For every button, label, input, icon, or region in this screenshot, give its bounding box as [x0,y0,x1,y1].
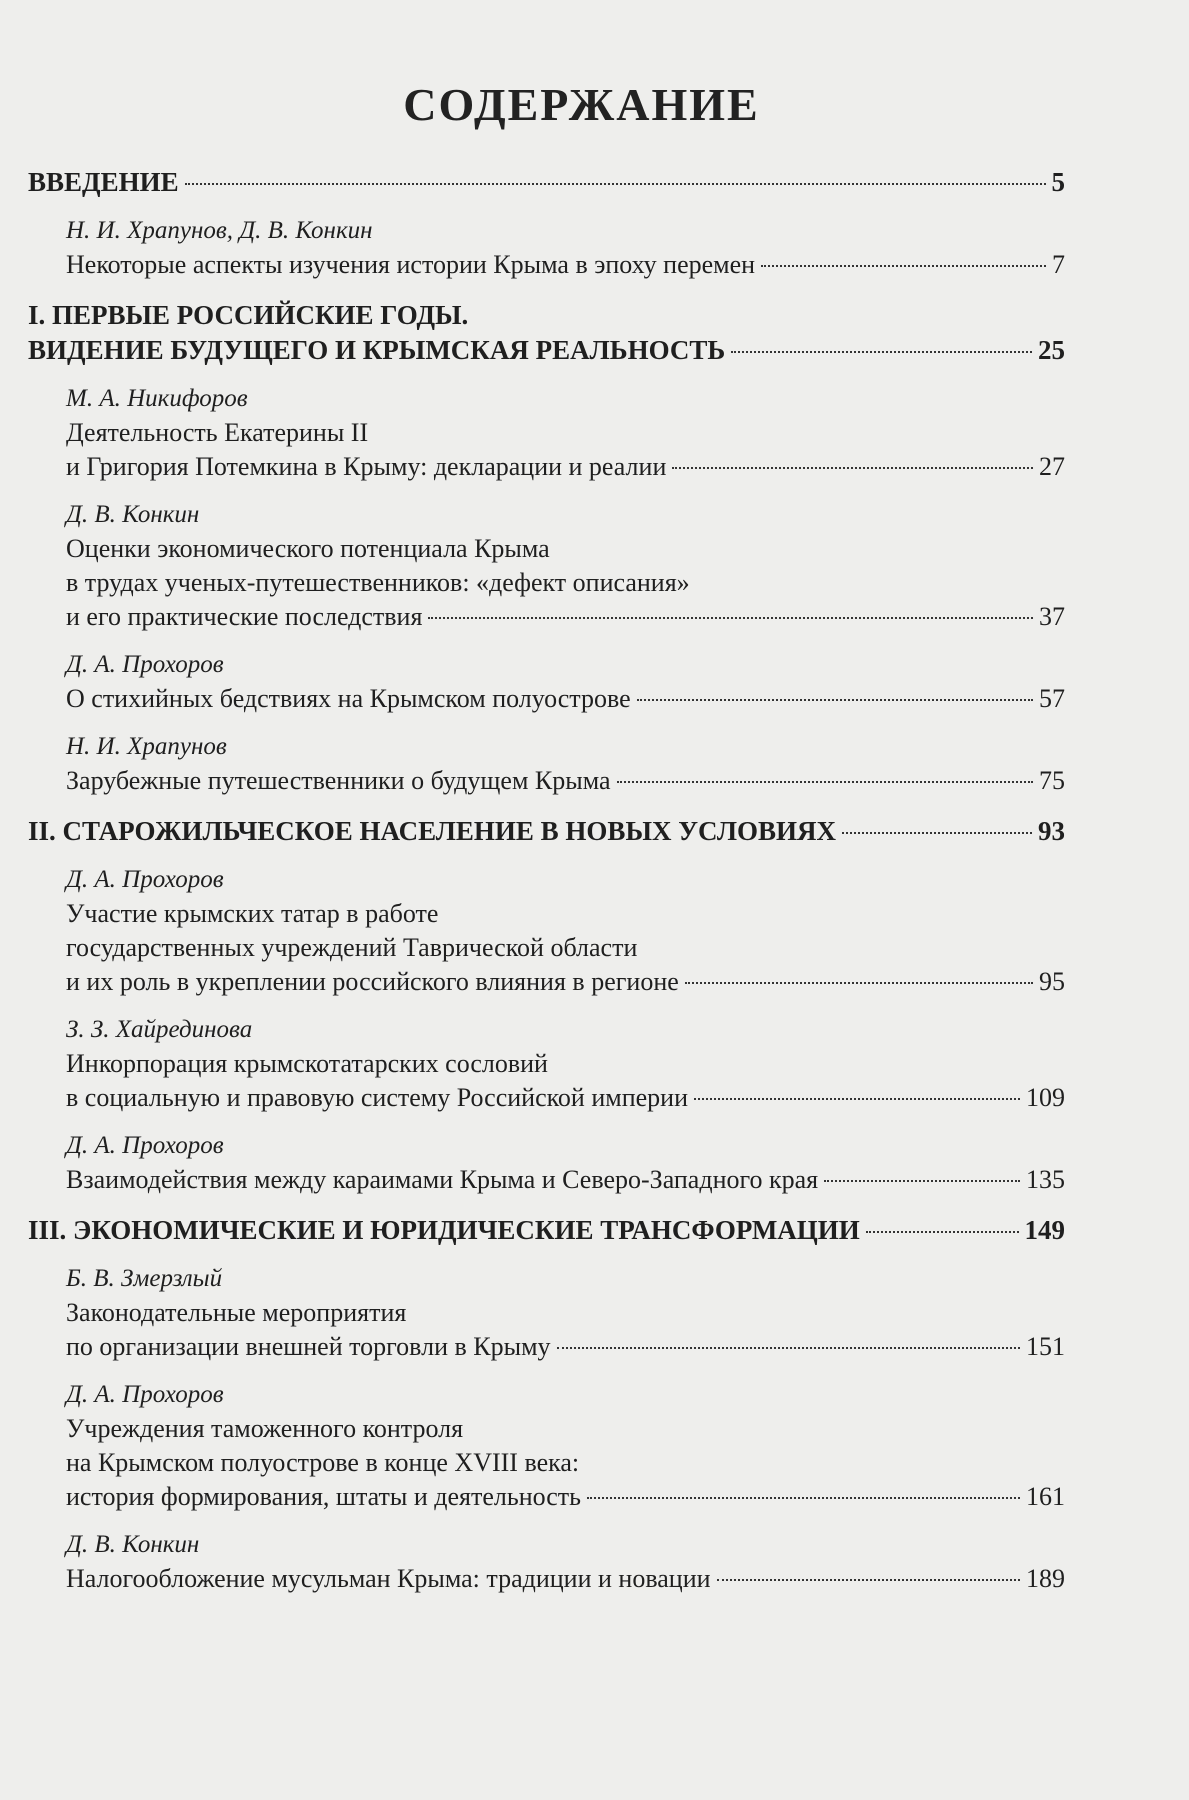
dot-leader [637,699,1033,701]
entry-author: Д. А. Прохоров [66,866,224,893]
dot-leader [866,1231,1019,1233]
page-number: 135 [1026,1165,1065,1194]
toc-entry [28,1013,1065,1115]
entry-title-text: Налогообложение мусульман Крыма: традиции и новации [66,1564,711,1593]
page-number: 57 [1039,684,1065,713]
entry-title-line: на Крымском полуострове в конце XVIII века: [66,1448,580,1477]
entry-author: З. З. Хайрединова [66,1016,253,1043]
page-number: 25 [1038,335,1065,365]
page-number: 27 [1039,452,1065,481]
page-number: 37 [1039,602,1065,631]
entry-title-text: и их роль в укреплении российского влияния в регионе [66,967,679,996]
entry-title[interactable] [66,1330,1065,1364]
toc-section [28,165,1065,282]
dot-leader [672,467,1033,469]
toc-entry [28,1378,1065,1514]
entry-author: Д. В. Конкин [66,1531,200,1558]
entry-title[interactable] [66,1081,1065,1115]
toc-entry [28,1262,1065,1364]
toc-entry [28,382,1065,484]
page-number: 161 [1026,1482,1065,1511]
toc-section [28,1213,1065,1596]
page-number: 75 [1039,766,1065,795]
page-number: 7 [1052,250,1065,279]
entry-author: Д. В. Конкин [66,501,200,528]
entry-title-line: государственных учреждений Таврической области [66,933,638,962]
entry-title[interactable] [66,248,1065,282]
page-number: 189 [1026,1564,1065,1593]
entry-title[interactable] [66,764,1065,798]
section-heading-text: II. СТАРОЖИЛЬЧЕСКОЕ НАСЕЛЕНИЕ В НОВЫХ УСЛОВИЯХ [28,816,836,846]
entry-title[interactable] [66,1163,1065,1197]
entry-author: М. А. Никифоров [66,385,248,412]
section-heading-line: I. ПЕРВЫЕ РОССИЙСКИЕ ГОДЫ. [28,300,469,330]
toc-entry [28,214,1065,282]
toc-entry [28,498,1065,634]
dot-leader [842,832,1032,834]
entry-title[interactable] [66,600,1065,634]
section-heading-text: ВИДЕНИЕ БУДУЩЕГО И КРЫМСКАЯ РЕАЛЬНОСТЬ [28,335,726,365]
dot-leader [717,1579,1020,1581]
dot-leader [428,617,1033,619]
section-heading[interactable] [28,814,1065,849]
dot-leader [761,265,1046,267]
entry-author: Д. А. Прохоров [66,1381,224,1408]
dot-leader [824,1180,1020,1182]
entry-title-line: Деятельность Екатерины II [66,418,369,447]
toc-entry [28,1129,1065,1197]
entry-title-text: Взаимодействия между караимами Крыма и Северо-Западного края [66,1165,819,1194]
section-heading[interactable] [28,1213,1065,1248]
page-number: 95 [1039,967,1065,996]
dot-leader [185,183,1046,185]
dot-leader [587,1497,1020,1499]
entry-title-text: история формирования, штаты и деятельность [66,1482,582,1511]
page-number: 151 [1026,1332,1065,1361]
entry-title-line: Участие крымских татар в работе [66,899,439,928]
toc-section [28,298,1065,798]
section-heading[interactable] [28,333,1065,368]
toc-entry [28,730,1065,798]
section-heading-text: ВВЕДЕНИЕ [28,167,179,197]
entry-author: Д. А. Прохоров [66,1132,224,1159]
page-number: 149 [1024,1215,1065,1245]
entry-title[interactable] [66,965,1065,999]
toc-list [28,165,1065,1596]
entry-title-line: Законодательные мероприятия [66,1298,407,1327]
entry-title-text: и его практические последствия [66,602,423,631]
entry-title[interactable] [66,450,1065,484]
section-heading[interactable] [28,165,1065,200]
dot-leader [694,1098,1020,1100]
entry-title-line: Оценки экономического потенциала Крыма [66,534,550,563]
entry-author: Н. И. Храпунов, Д. В. Конкин [66,217,373,244]
dot-leader [557,1347,1020,1349]
entry-title-line: Инкорпорация крымскотатарских сословий [66,1049,548,1078]
toc-entry [28,1528,1065,1596]
dot-leader [731,351,1032,353]
entry-title[interactable] [66,682,1065,716]
entry-title[interactable] [66,1562,1065,1596]
page-number: 109 [1026,1083,1065,1112]
entry-author: Н. И. Храпунов [66,733,227,760]
page-title: СОДЕРЖАНИЕ [403,79,760,130]
toc-section [28,814,1065,1197]
entry-title-text: Зарубежные путешественники о будущем Крыма [66,766,611,795]
entry-title-line: Учреждения таможенного контроля [66,1414,464,1443]
entry-title-text: по организации внешней торговли в Крыму [66,1332,551,1361]
entry-author: Д. А. Прохоров [66,651,224,678]
entry-title-text: в социальную и правовую систему Российской империи [66,1083,688,1112]
toc-entry [28,863,1065,999]
dot-leader [617,781,1033,783]
entry-title-text: О стихийных бедствиях на Крымском полуострове [66,684,631,713]
page-number: 93 [1038,816,1065,846]
entry-title[interactable] [66,1480,1065,1514]
entry-title-text: Некоторые аспекты изучения истории Крыма в эпоху перемен [66,250,756,279]
page-number: 5 [1051,167,1065,197]
entry-title-line: в трудах ученых-путешественников: «дефект описания» [66,568,690,597]
toc-entry [28,648,1065,716]
entry-title-text: и Григория Потемкина в Крыму: декларации и реалии [66,452,667,481]
entry-author: Б. В. Змерзлый [66,1265,223,1292]
dot-leader [685,982,1033,984]
section-heading-text: III. ЭКОНОМИЧЕСКИЕ И ЮРИДИЧЕСКИЕ ТРАНСФОРМАЦИИ [28,1215,860,1245]
